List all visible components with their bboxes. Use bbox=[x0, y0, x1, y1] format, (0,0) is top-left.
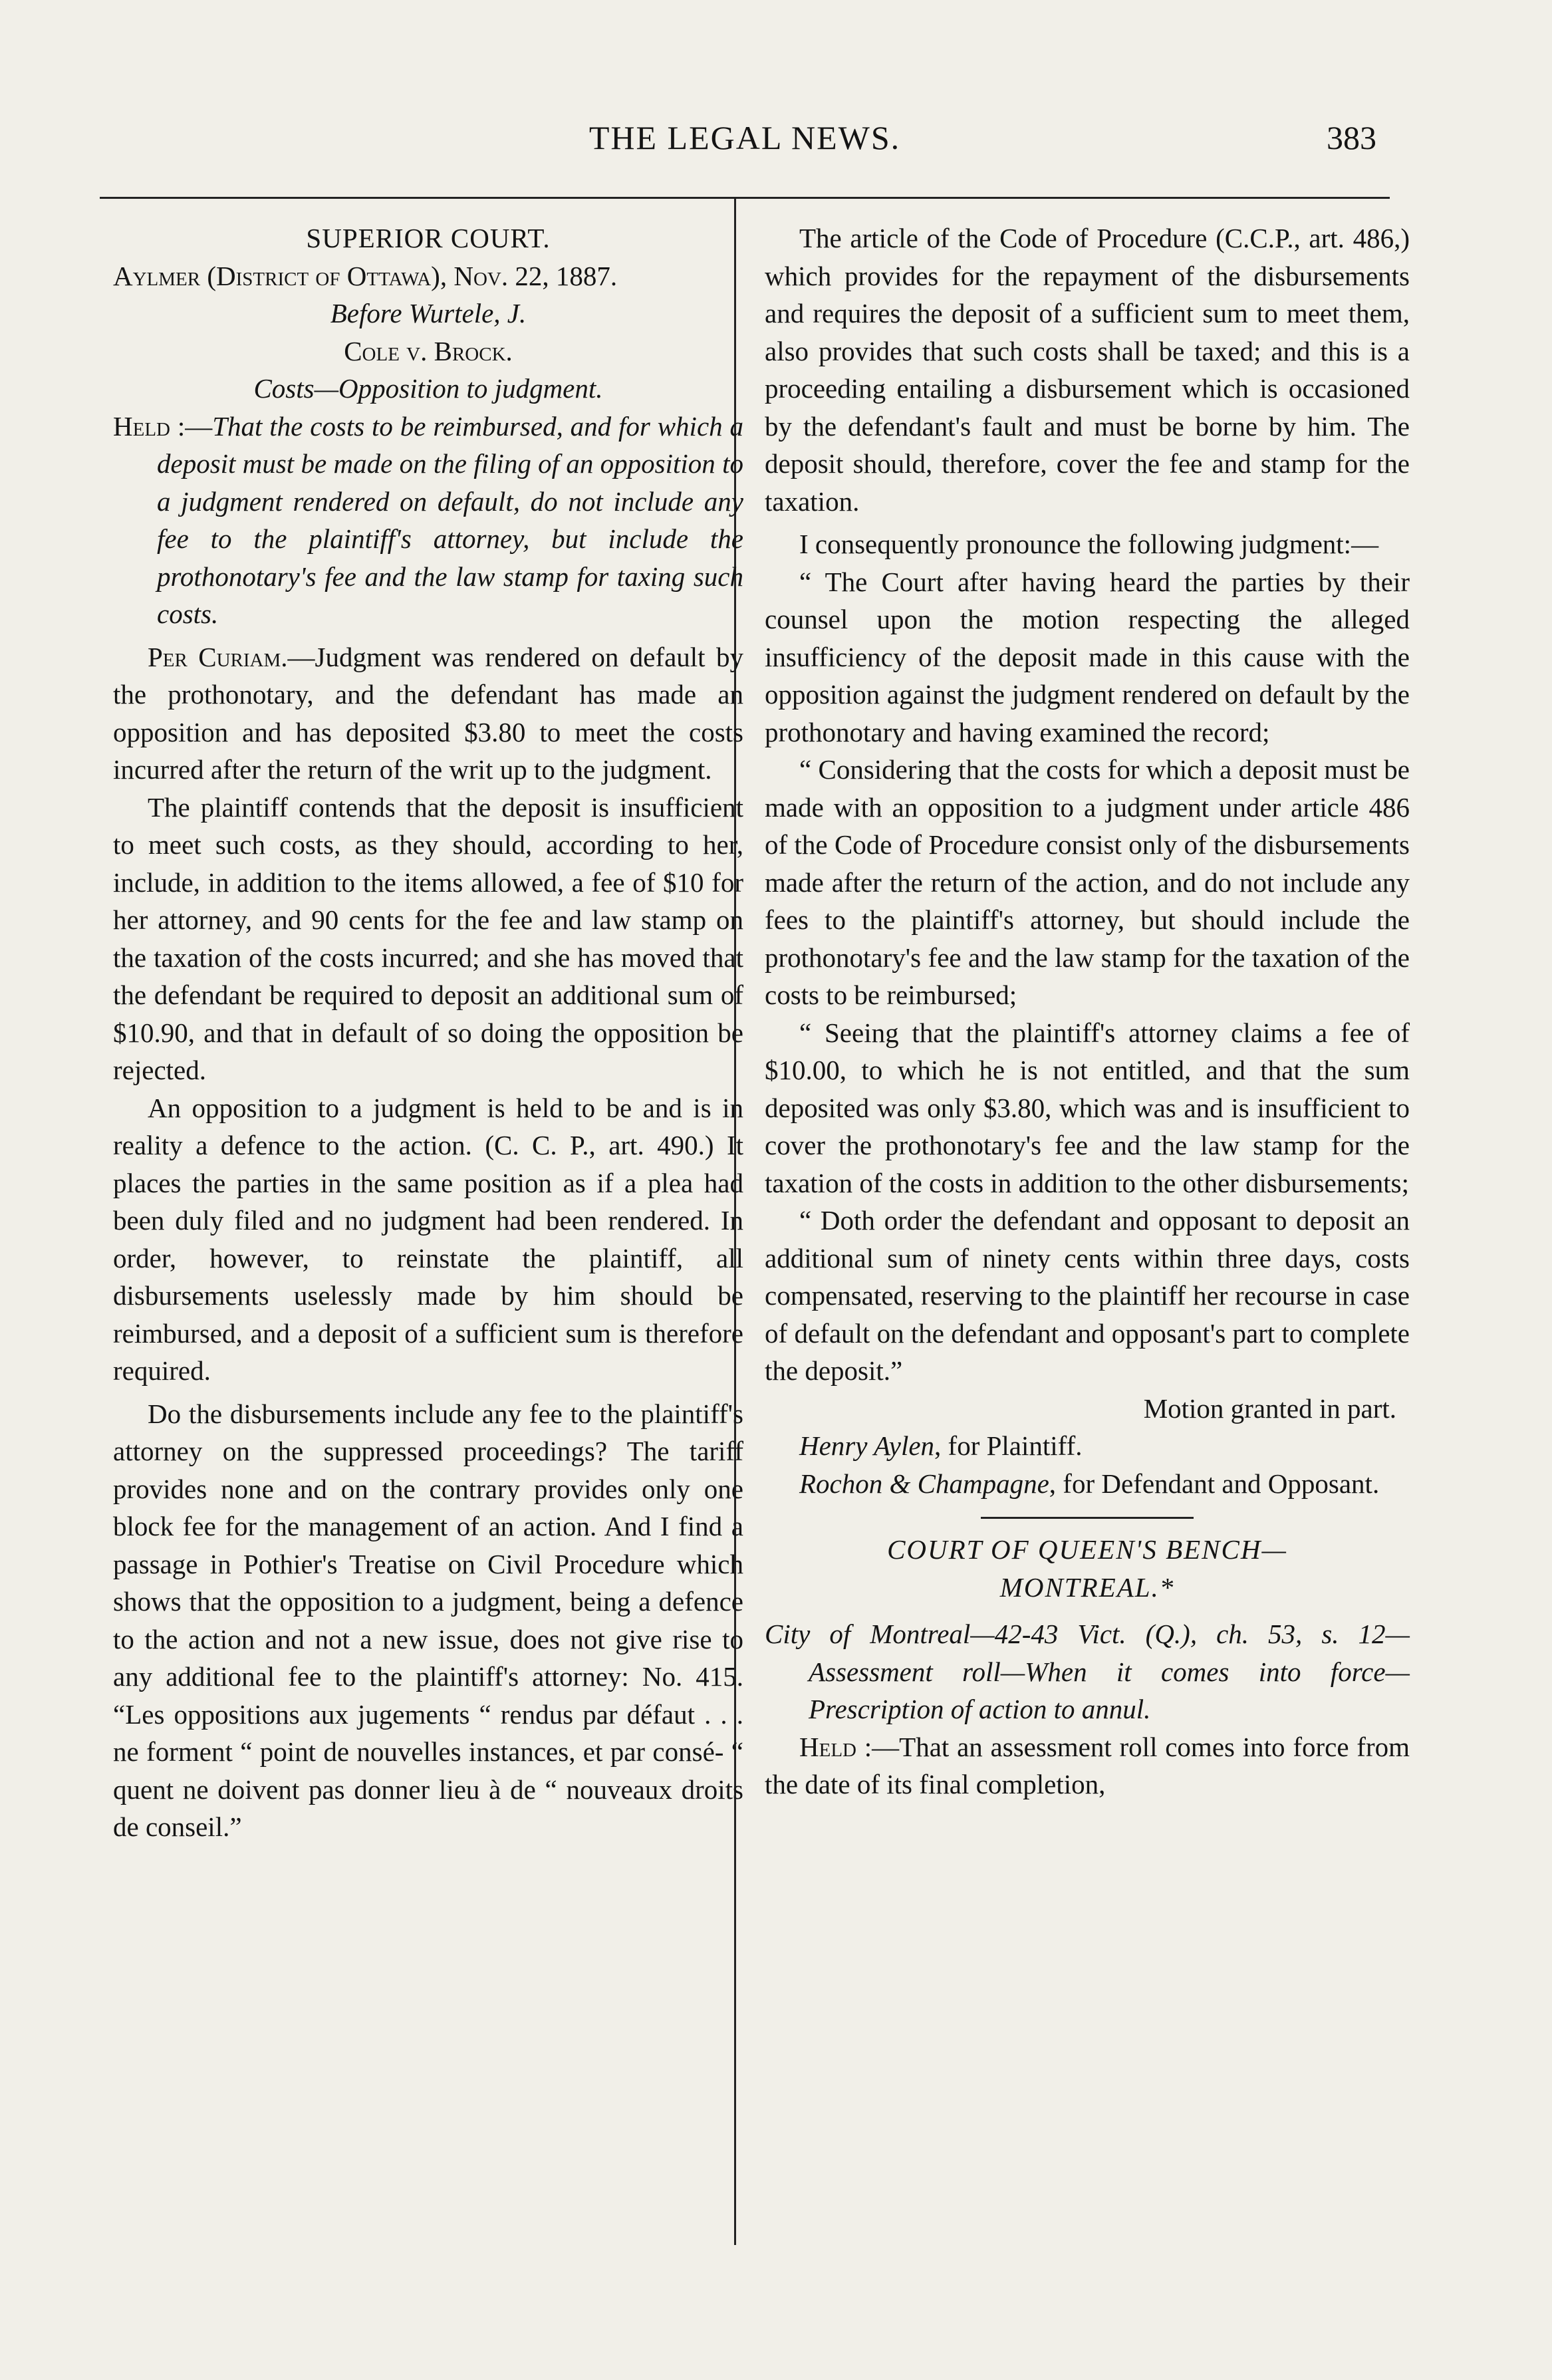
journal-title: THE LEGAL NEWS. bbox=[588, 119, 901, 156]
held-paragraph bbox=[113, 408, 743, 633]
quoted-paragraph: “ Considering that the costs for which a deposit must be made with an opposition to a judgment under article 486 of the Code of Procedure consist only of the disbursements made after the return of the action, and do not include any fees to the plaintiff's attorney, but should include the prothonotary's fee and the law stamp for the taxation of the costs to be reimbursed; bbox=[765, 754, 1410, 1010]
place-date: Aylmer (District of Ottawa), Nov. 22, 1887. bbox=[113, 260, 618, 291]
judge-line: Before Wurtele, J. bbox=[330, 298, 527, 329]
counsel-plaintiff-name: Henry Aylen bbox=[799, 1430, 935, 1461]
held-text: That the costs to be reimbursed, and for which a deposit must be made on the filing of an opposition to a judgment rendered on default, do not include any fee to the plaintiff's attorney, but include the prothonotary's fee and the law stamp for taxing such costs. bbox=[157, 410, 743, 629]
counsel-plaintiff bbox=[765, 1427, 1410, 1465]
court-heading: SUPERIOR COURT. bbox=[306, 223, 551, 253]
held-label: Held :— bbox=[113, 410, 213, 442]
counsel-defendant-role: , for Defendant and Opposant. bbox=[1049, 1468, 1380, 1499]
court2-subject: City of Montreal—42-43 Vict. (Q.), ch. 53, s. 12—Assessment roll—When it comes into force—Prescription of action to annul. bbox=[765, 1619, 1410, 1724]
case-name: Cole v. Brock. bbox=[344, 335, 513, 366]
paragraph: The plaintiff contends that the deposit is insufficient to meet such costs, as they should, according to her, include, in addition to the items allowed, a fee of $10 for her attorney, and 90 cents for the fee and law stamp on the taxation of the costs incurred; and she has moved that the defendant be required to deposit an additional sum of $10.90, and that in default of so doing the opposition be rejected. bbox=[113, 791, 743, 1085]
quoted-paragraph: “ Seeing that the plaintiff's attorney claims a fee of $10.00, to which he is not entitled, and that the sum deposited was only $3.80, which was and is insufficient to cover the prothonotary's fee and the law stamp for the taxation of the costs in addition to the other disbursements; bbox=[765, 1017, 1410, 1198]
running-head bbox=[100, 112, 1390, 165]
counsel-plaintiff-role: , for Plaintiff. bbox=[934, 1430, 1083, 1461]
result-line: Motion granted in part. bbox=[1143, 1392, 1396, 1424]
paragraph: An opposition to a judgment is held to be and is in reality a defence to the action. (C. C. P., art. 490.) It places the parties in the same position as if a plea had been duly filed and no judgment had been rendered. In order, however, to reinstate the plaintiff, all disbursements uselessly made by him should be reimbursed, and a deposit of a sufficient sum is therefore required. bbox=[113, 1092, 743, 1386]
court2-held-text: —That an assessment roll comes into force from the date of its final completion, bbox=[765, 1731, 1410, 1799]
quoted-paragraph: “ Doth order the defendant and opposant to deposit an additional sum of ninety cents within three days, costs compensated, reserving to the plaintiff her recourse in case of default on the defendant and opposant's part to complete the deposit.” bbox=[765, 1205, 1410, 1386]
left-column bbox=[113, 219, 743, 1846]
counsel-defendant-name: Rochon & Champagne bbox=[799, 1468, 1049, 1499]
section-divider bbox=[981, 1517, 1194, 1519]
per-curiam-paragraph bbox=[113, 638, 743, 789]
per-curiam-text: —Judgment was rendered on default by the prothonotary, and the defendant has made an opposition and has deposited $3.80 to meet the costs incurred after the return of the writ up to the judgment. bbox=[113, 641, 743, 785]
paragraph: The article of the Code of Procedure (C.C.P., art. 486,) which provides for the repayment of the disbursements and requires the deposit of a sufficient sum to meet them, also provides that such costs shall be taxed; and this is a proceeding entailing a disbursement which is occasioned by the defendant's fault and must be borne by him. The deposit should, therefore, cover the fee and stamp for the taxation. bbox=[765, 223, 1410, 517]
court2-held-paragraph bbox=[765, 1728, 1410, 1803]
counsel-defendant bbox=[765, 1465, 1410, 1503]
court2-heading-line1: COURT OF QUEEN'S BENCH— bbox=[887, 1534, 1287, 1565]
quoted-paragraph: “ The Court after having heard the parties by their counsel upon the motion respecting the alleged insufficiency of the deposit made in this cause with the opposition against the judgment rendered on default by the prothonotary and having examined the record; bbox=[765, 566, 1410, 747]
court2-held-label: Held : bbox=[799, 1731, 872, 1762]
per-curiam-label: Per Curiam. bbox=[148, 641, 288, 672]
header-rule bbox=[100, 197, 1390, 199]
subject-line: Costs—Opposition to judgment. bbox=[253, 373, 603, 404]
court2-heading-line2: MONTREAL.* bbox=[999, 1571, 1175, 1603]
paragraph: I consequently pronounce the following judgment:— bbox=[799, 529, 1379, 559]
paragraph: Do the disbursements include any fee to the plaintiff's attorney on the suppressed proceedings? The tariff provides none and on the contrary provides only one block fee for the management of an action. And I find a passage in Pothier's Treatise on Civil Procedure which shows that the opposition to a judgment, being a defence to the action and not a new issue, does not give rise to any additional fee to the plaintiff's attorney: No. 415. “Les oppositions aux jugements “ rendus par défaut . . . ne forment “ point de nouvelles instances, et par consé- “ quent ne doivent pas donner lieu à de “ nouveaux droits de conseil.” bbox=[113, 1398, 743, 1842]
page-number: 383 bbox=[1327, 119, 1376, 156]
right-column bbox=[765, 219, 1410, 1803]
